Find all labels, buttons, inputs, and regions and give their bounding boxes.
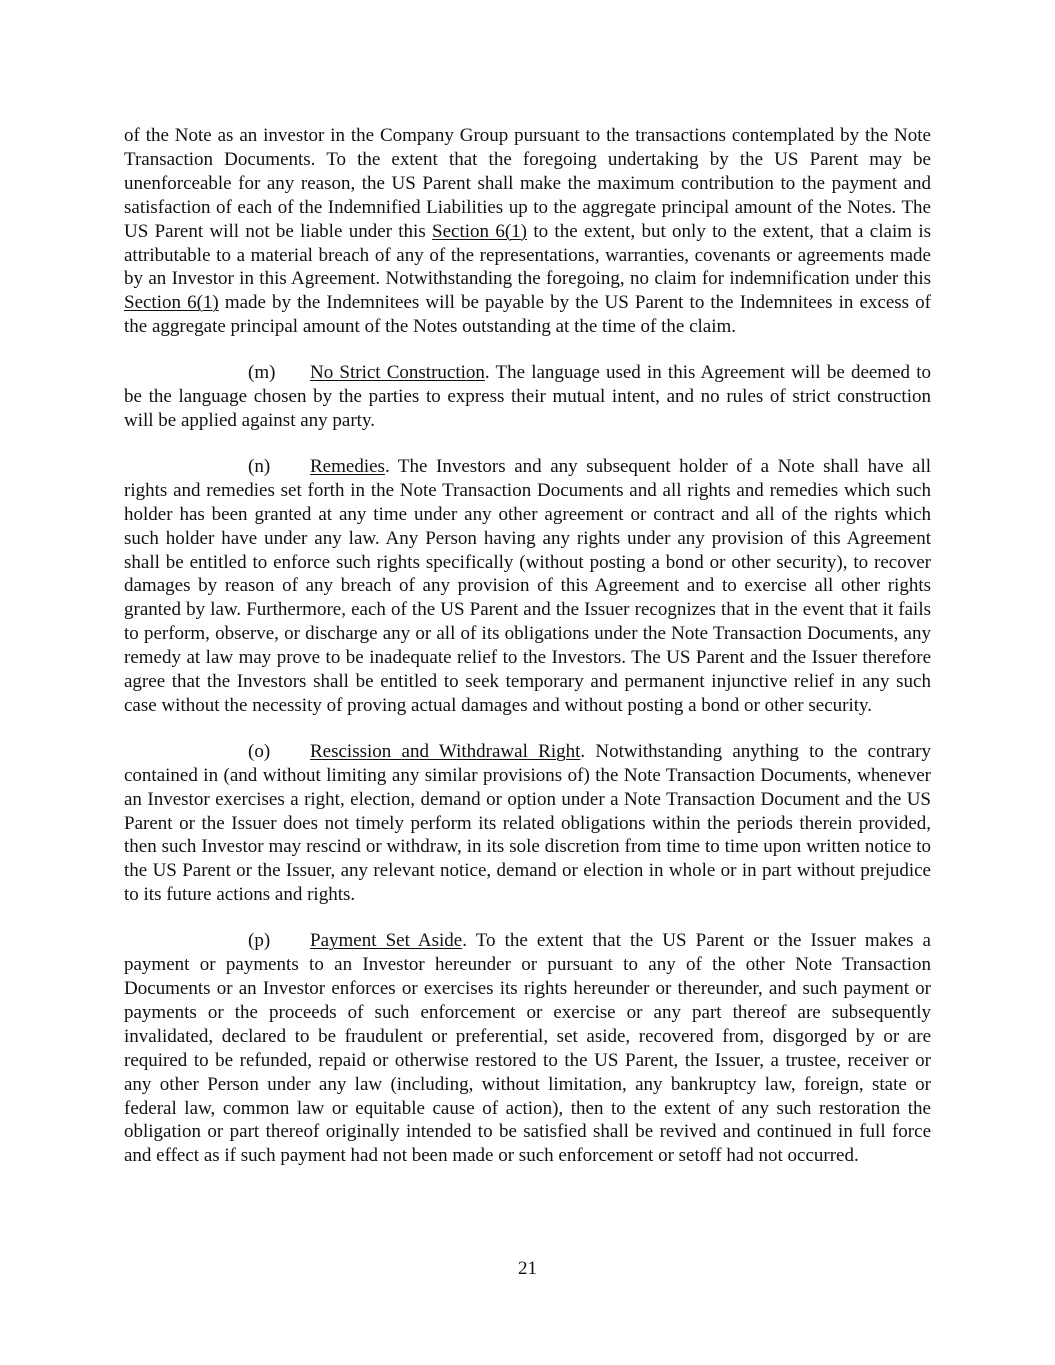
section-reference-link: Section 6(1) — [124, 292, 219, 314]
section-m-paragraph — [124, 361, 931, 433]
section-body: . The language used in this Agreement will be deemed to be the language chosen by the parties to express their mutual intent, and no rules of strict construction will be applied against any party. — [124, 362, 931, 431]
intro-text-2: to the extent, but only to the extent, that a claim is attributable to a material breach of any of the representations, warranties, covenants or agreements made by an Investor in this Agreement. Notwithstanding the foregoing, no claim for indemnification under this — [124, 220, 931, 290]
section-label: (p) — [248, 930, 271, 952]
section-heading: Remedies — [310, 455, 385, 477]
section-heading: Rescission and Withdrawal Right — [310, 740, 581, 762]
section-label: (m) — [248, 362, 276, 384]
section-o-paragraph — [124, 740, 931, 907]
section-body: . Notwithstanding anything to the contrary contained in (and without limiting any similar provisions of) the Note Transaction Documents, whenever an Investor exercises a right, election, demand or option under a Note Transaction Document and the US Parent or the Issuer does not timely perform its related obligations within the periods therein provided, then such Investor may rescind or withdraw, in its sole discretion from time to time upon written notice to the US Parent or the Issuer, any relevant notice, demand or election in whole or in part without prejudice to its future actions and rights. — [124, 740, 931, 906]
section-heading: Payment Set Aside — [310, 930, 463, 952]
section-p-paragraph — [124, 929, 931, 1168]
section-heading: No Strict Construction — [310, 362, 485, 384]
intro-text-1: of the Note as an investor in the Company Group pursuant to the transactions contemplated by the Note Transaction Documents. To the extent that the foregoing undertaking by the US Parent may be unenforceable for any reason, the US Parent shall make the maximum contribution to the payment and satisfaction of each of the Indemnified Liabilities up to the aggregate principal amount of the Notes. The US Parent will not be liable under this — [124, 125, 931, 242]
section-reference-link: Section 6(1) — [432, 220, 528, 242]
document-page — [124, 124, 931, 1168]
section-n-paragraph — [124, 455, 931, 718]
page-number: 21 — [518, 1258, 537, 1279]
section-body: . The Investors and any subsequent holder of a Note shall have all rights and remedies set forth in the Note Transaction Documents and all rights and remedies which such holder has been granted at any time under any other agreement or contract and all of the rights which such holder have under any law. Any Person having any rights under any provision of this Agreement shall be entitled to enforce such rights specifically (without posting a bond or other security), to recover damages by reason of any breach of any provision of this Agreement and to exercise all other rights granted by law. Furthermore, each of the US Parent and the Issuer recognizes that in the event that it fails to perform, observe, or discharge any or all of its obligations under the Note Transaction Documents, any remedy at law may prove to be inadequate relief to the Investors. The US Parent and the Issuer therefore agree that the Investors shall be entitled to seek temporary and permanent injunctive relief in any such case without the necessity of proving actual damages and without posting a bond or other security. — [124, 455, 931, 716]
intro-text-3: made by the Indemnitees will be payable by the US Parent to the Indemnitees in excess of the aggregate principal amount of the Notes outstanding at the time of the claim. — [124, 292, 931, 338]
section-label: (o) — [248, 740, 271, 762]
intro-paragraph — [124, 124, 931, 339]
section-body: . To the extent that the US Parent or the Issuer makes a payment or payments to an Investor hereunder or pursuant to any of the other Note Transaction Documents or an Investor enforces or exercises its rights hereunder or thereunder, and such payment or payments or the proceeds of such enforcement or exercise or any part thereof are subsequently invalidated, declared to be fraudulent or preferential, set aside, recovered from, disgorged by or are required to be refunded, repaid or otherwise restored to the US Parent, the Issuer, a trustee, receiver or any other Person under any law (including, without limitation, any bankruptcy law, foreign, state or federal law, common law or equitable cause of action), then to the extent of any such restoration the obligation or part thereof originally intended to be satisfied shall be revived and continued in full force and effect as if such payment had not been made or such enforcement or setoff had not occurred. — [124, 930, 931, 1167]
section-label: (n) — [248, 455, 271, 477]
